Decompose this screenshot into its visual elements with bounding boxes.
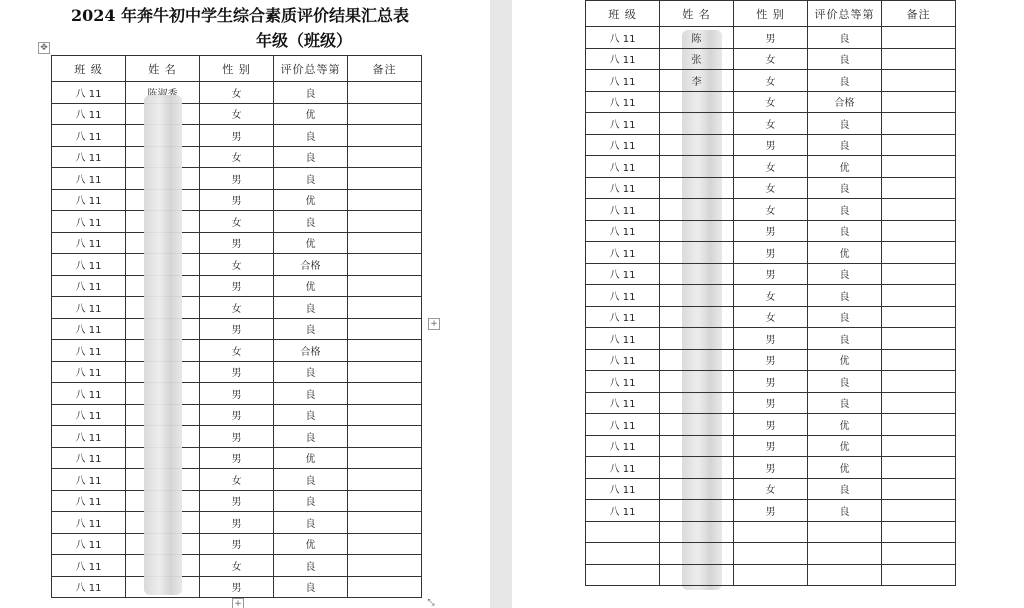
table-row — [52, 103, 422, 125]
cell-class[interactable]: 八 11 — [586, 91, 660, 113]
cell-gender[interactable] — [734, 521, 808, 543]
cell-grade[interactable]: 优 — [808, 435, 882, 457]
cell-gender[interactable]: 男 — [734, 27, 808, 49]
table-row — [52, 211, 422, 233]
cell-gender[interactable]: 女 — [734, 113, 808, 135]
cell-gender[interactable]: 女 — [200, 254, 274, 276]
cell-note[interactable] — [882, 543, 956, 565]
add-column-icon[interactable]: + — [428, 318, 440, 330]
cell-gender[interactable]: 男 — [734, 134, 808, 156]
cell-note[interactable] — [348, 533, 422, 555]
cell-note[interactable] — [882, 500, 956, 522]
cell-gender[interactable]: 男 — [734, 349, 808, 371]
cell-note[interactable] — [882, 263, 956, 285]
cell-class[interactable]: 八 11 — [52, 275, 126, 297]
cell-gender[interactable]: 男 — [734, 500, 808, 522]
cell-class[interactable]: 八 11 — [52, 447, 126, 469]
document-title: 2024 年奔牛初中学生综合素质评价结果汇总表 — [70, 6, 410, 25]
cell-grade[interactable]: 良 — [274, 146, 348, 168]
cell-note[interactable] — [882, 156, 956, 178]
cell-gender[interactable]: 男 — [734, 392, 808, 414]
cell-grade[interactable]: 良 — [808, 48, 882, 70]
cell-note[interactable] — [348, 82, 422, 104]
cell-class[interactable]: 八 11 — [52, 318, 126, 340]
cell-note[interactable] — [348, 232, 422, 254]
cell-class[interactable]: 八 11 — [586, 435, 660, 457]
cell-grade[interactable]: 良 — [274, 383, 348, 405]
cell-note[interactable] — [882, 457, 956, 479]
cell-note[interactable] — [348, 146, 422, 168]
cell-gender[interactable]: 男 — [200, 533, 274, 555]
cell-gender[interactable]: 男 — [734, 220, 808, 242]
cell-note[interactable] — [348, 469, 422, 491]
cell-gender[interactable]: 男 — [734, 328, 808, 350]
cell-note[interactable] — [882, 70, 956, 92]
cell-class[interactable]: 八 11 — [586, 414, 660, 436]
cell-gender[interactable]: 女 — [200, 211, 274, 233]
cell-note[interactable] — [348, 340, 422, 362]
cell-gender[interactable]: 女 — [734, 478, 808, 500]
cell-class[interactable]: 八 11 — [52, 82, 126, 104]
cell-grade[interactable]: 良 — [274, 318, 348, 340]
cell-name[interactable] — [660, 500, 734, 522]
cell-gender[interactable]: 男 — [200, 189, 274, 211]
cell-grade[interactable]: 良 — [808, 328, 882, 350]
column-header: 性 别 — [734, 1, 808, 27]
cell-grade[interactable]: 良 — [274, 576, 348, 598]
cell-class[interactable]: 八 11 — [586, 177, 660, 199]
cell-class[interactable]: 八 11 — [52, 576, 126, 598]
table-row — [586, 500, 956, 522]
column-header: 班 级 — [52, 56, 126, 82]
cell-grade[interactable]: 良 — [274, 297, 348, 319]
cell-note[interactable] — [882, 371, 956, 393]
table-row — [586, 285, 956, 307]
table-move-icon[interactable]: ✥ — [38, 42, 50, 54]
table-row — [586, 543, 956, 565]
cell-note[interactable] — [348, 168, 422, 190]
cell-class[interactable]: 八 11 — [52, 297, 126, 319]
table-row — [586, 457, 956, 479]
cell-class[interactable]: 八 11 — [586, 500, 660, 522]
cell-class[interactable]: 八 11 — [52, 211, 126, 233]
table-row — [586, 328, 956, 350]
table-row — [52, 383, 422, 405]
cell-gender[interactable]: 女 — [734, 199, 808, 221]
cell-name[interactable] — [660, 199, 734, 221]
table-row — [586, 392, 956, 414]
table-row — [52, 318, 422, 340]
cell-gender[interactable]: 女 — [734, 177, 808, 199]
redacted-names-mask — [144, 95, 182, 595]
table-row — [52, 404, 422, 426]
cell-gender[interactable]: 男 — [200, 125, 274, 147]
cell-grade[interactable]: 良 — [808, 392, 882, 414]
cell-name[interactable] — [660, 177, 734, 199]
cell-name[interactable] — [660, 134, 734, 156]
table-row — [586, 220, 956, 242]
cell-gender[interactable]: 男 — [200, 232, 274, 254]
cell-class[interactable]: 八 11 — [586, 285, 660, 307]
cell-gender[interactable]: 女 — [200, 297, 274, 319]
table-row — [52, 426, 422, 448]
cell-grade[interactable]: 优 — [808, 457, 882, 479]
cell-class[interactable]: 八 11 — [586, 220, 660, 242]
column-header: 性 别 — [200, 56, 274, 82]
cell-grade[interactable]: 优 — [274, 275, 348, 297]
cell-class[interactable]: 八 11 — [52, 361, 126, 383]
table-header-row — [586, 1, 956, 27]
cell-grade[interactable] — [808, 543, 882, 565]
cell-gender[interactable]: 女 — [200, 340, 274, 362]
column-header: 班 级 — [586, 1, 660, 27]
table-row — [52, 275, 422, 297]
cell-note[interactable] — [882, 349, 956, 371]
table-row — [586, 564, 956, 586]
cell-gender[interactable]: 男 — [200, 383, 274, 405]
cell-note[interactable] — [882, 199, 956, 221]
cell-class[interactable]: 八 11 — [52, 490, 126, 512]
cell-note[interactable] — [348, 426, 422, 448]
cell-class[interactable]: 八 11 — [52, 426, 126, 448]
cell-grade[interactable]: 良 — [808, 263, 882, 285]
cell-class[interactable]: 八 11 — [52, 404, 126, 426]
cell-grade[interactable]: 良 — [274, 125, 348, 147]
table-row — [586, 156, 956, 178]
cell-name[interactable] — [660, 521, 734, 543]
table-row — [52, 555, 422, 577]
cell-class[interactable]: 八 11 — [586, 134, 660, 156]
cell-grade[interactable]: 优 — [274, 103, 348, 125]
table-row — [52, 576, 422, 598]
cell-gender[interactable]: 女 — [200, 103, 274, 125]
table-row — [586, 263, 956, 285]
table-row — [52, 254, 422, 276]
cell-gender[interactable]: 女 — [734, 156, 808, 178]
cell-note[interactable] — [882, 521, 956, 543]
cell-name[interactable] — [660, 91, 734, 113]
cell-note[interactable] — [348, 490, 422, 512]
cell-class[interactable]: 八 11 — [586, 328, 660, 350]
cell-note[interactable] — [882, 91, 956, 113]
table-row — [586, 199, 956, 221]
table-row — [586, 113, 956, 135]
cell-note[interactable] — [348, 275, 422, 297]
cell-note[interactable] — [348, 297, 422, 319]
cell-class[interactable]: 八 11 — [52, 512, 126, 534]
cell-note[interactable] — [348, 125, 422, 147]
table-row — [52, 82, 422, 104]
cell-gender[interactable]: 女 — [734, 70, 808, 92]
cell-name[interactable]: 陈 — [660, 27, 734, 49]
page-gap — [490, 0, 512, 608]
cell-class[interactable]: 八 11 — [52, 340, 126, 362]
cell-gender[interactable]: 男 — [734, 242, 808, 264]
table-row — [586, 177, 956, 199]
cell-name[interactable] — [660, 156, 734, 178]
cell-note[interactable] — [348, 555, 422, 577]
cell-class[interactable]: 八 11 — [52, 254, 126, 276]
left-results-table — [51, 55, 422, 598]
cell-note[interactable] — [882, 478, 956, 500]
column-header: 备注 — [348, 56, 422, 82]
cell-name[interactable] — [660, 328, 734, 350]
cell-class[interactable]: 八 11 — [52, 103, 126, 125]
document-subtitle: 年级（班级） — [256, 31, 353, 50]
cell-grade[interactable]: 良 — [274, 490, 348, 512]
cell-note[interactable] — [882, 220, 956, 242]
cell-name[interactable] — [660, 349, 734, 371]
cell-name[interactable] — [660, 242, 734, 264]
cell-note[interactable] — [882, 392, 956, 414]
cell-gender[interactable]: 女 — [200, 469, 274, 491]
cell-gender[interactable]: 男 — [200, 404, 274, 426]
cell-class[interactable]: 八 11 — [586, 156, 660, 178]
cell-grade[interactable]: 良 — [808, 285, 882, 307]
cell-note[interactable] — [882, 435, 956, 457]
cell-gender[interactable]: 女 — [200, 146, 274, 168]
cell-note[interactable] — [882, 414, 956, 436]
cell-note[interactable] — [882, 564, 956, 586]
table-row — [586, 306, 956, 328]
cell-note[interactable] — [882, 242, 956, 264]
cell-grade[interactable]: 良 — [808, 306, 882, 328]
cell-grade[interactable]: 优 — [274, 189, 348, 211]
cell-grade[interactable]: 优 — [274, 447, 348, 469]
cell-grade[interactable]: 良 — [274, 404, 348, 426]
cell-gender[interactable]: 男 — [734, 435, 808, 457]
cell-note[interactable] — [882, 48, 956, 70]
cell-gender[interactable]: 男 — [200, 447, 274, 469]
cell-name[interactable] — [660, 478, 734, 500]
cell-grade[interactable]: 良 — [808, 70, 882, 92]
cell-class[interactable]: 八 11 — [586, 48, 660, 70]
table-row — [586, 414, 956, 436]
document-page-left — [0, 0, 490, 608]
cell-note[interactable] — [882, 113, 956, 135]
cell-class[interactable]: 八 11 — [586, 392, 660, 414]
cell-name[interactable] — [660, 392, 734, 414]
cell-class[interactable]: 八 11 — [586, 199, 660, 221]
cell-note[interactable] — [882, 134, 956, 156]
cell-name[interactable] — [660, 306, 734, 328]
cell-grade[interactable]: 良 — [274, 361, 348, 383]
cell-class[interactable]: 八 11 — [586, 27, 660, 49]
cell-grade[interactable]: 优 — [808, 349, 882, 371]
table-row — [586, 371, 956, 393]
cell-class[interactable] — [586, 564, 660, 586]
cell-name[interactable] — [660, 543, 734, 565]
cell-gender[interactable]: 男 — [200, 275, 274, 297]
cell-class[interactable]: 八 11 — [586, 349, 660, 371]
cell-gender[interactable]: 女 — [734, 306, 808, 328]
cell-gender[interactable]: 男 — [200, 168, 274, 190]
cell-class[interactable]: 八 11 — [52, 469, 126, 491]
cell-note[interactable] — [348, 404, 422, 426]
right-results-table — [585, 0, 956, 586]
cell-class[interactable]: 八 11 — [52, 383, 126, 405]
cell-name[interactable] — [660, 263, 734, 285]
cell-grade[interactable]: 合格 — [808, 91, 882, 113]
cell-class[interactable] — [586, 521, 660, 543]
cell-note[interactable] — [348, 447, 422, 469]
cell-grade[interactable]: 良 — [808, 478, 882, 500]
cell-note[interactable] — [882, 177, 956, 199]
cell-grade[interactable]: 优 — [274, 533, 348, 555]
cell-grade[interactable]: 良 — [274, 469, 348, 491]
table-row — [586, 435, 956, 457]
cell-grade[interactable]: 良 — [274, 211, 348, 233]
cell-gender[interactable]: 男 — [200, 318, 274, 340]
column-header: 姓 名 — [660, 1, 734, 27]
add-row-icon[interactable]: + — [232, 598, 244, 608]
cell-grade[interactable]: 良 — [274, 426, 348, 448]
table-row — [586, 70, 956, 92]
column-header: 姓 名 — [126, 56, 200, 82]
cell-gender[interactable]: 女 — [734, 91, 808, 113]
cell-name[interactable] — [660, 564, 734, 586]
cell-gender[interactable]: 女 — [200, 82, 274, 104]
table-row — [52, 447, 422, 469]
cell-class[interactable]: 八 11 — [586, 478, 660, 500]
cell-class[interactable]: 八 11 — [52, 232, 126, 254]
cell-name[interactable] — [660, 414, 734, 436]
cell-grade[interactable]: 良 — [808, 113, 882, 135]
cell-gender[interactable]: 男 — [200, 512, 274, 534]
cell-name[interactable] — [660, 457, 734, 479]
cell-gender[interactable]: 男 — [734, 457, 808, 479]
cell-class[interactable] — [586, 543, 660, 565]
cell-grade[interactable]: 良 — [808, 500, 882, 522]
cell-grade[interactable]: 优 — [274, 232, 348, 254]
table-row — [52, 533, 422, 555]
cell-class[interactable]: 八 11 — [586, 457, 660, 479]
cell-grade[interactable]: 优 — [808, 156, 882, 178]
table-row — [52, 340, 422, 362]
column-header: 评价总等第 — [274, 56, 348, 82]
cell-gender[interactable]: 男 — [734, 414, 808, 436]
cell-grade[interactable]: 良 — [808, 371, 882, 393]
cell-class[interactable]: 八 11 — [586, 371, 660, 393]
cell-class[interactable]: 八 11 — [586, 263, 660, 285]
table-row — [52, 125, 422, 147]
cell-name[interactable]: 张 — [660, 48, 734, 70]
cell-note[interactable] — [348, 576, 422, 598]
cell-name[interactable] — [660, 371, 734, 393]
cell-name[interactable]: 李 — [660, 70, 734, 92]
cell-gender[interactable]: 女 — [734, 285, 808, 307]
cell-grade[interactable]: 良 — [808, 199, 882, 221]
table-row — [586, 134, 956, 156]
cell-note[interactable] — [882, 306, 956, 328]
cell-grade[interactable]: 良 — [274, 82, 348, 104]
table-row — [52, 512, 422, 534]
cell-gender[interactable]: 女 — [200, 555, 274, 577]
table-row — [52, 146, 422, 168]
cell-gender[interactable]: 男 — [200, 426, 274, 448]
cell-class[interactable]: 八 11 — [52, 146, 126, 168]
cell-note[interactable] — [348, 189, 422, 211]
column-header: 备注 — [882, 1, 956, 27]
cell-gender[interactable]: 男 — [200, 490, 274, 512]
table-row — [52, 232, 422, 254]
table-row — [52, 361, 422, 383]
cell-class[interactable]: 八 11 — [52, 168, 126, 190]
table-row — [586, 349, 956, 371]
cell-note[interactable] — [882, 328, 956, 350]
cell-class[interactable]: 八 11 — [52, 533, 126, 555]
cell-gender[interactable]: 男 — [734, 263, 808, 285]
cell-grade[interactable]: 良 — [274, 555, 348, 577]
cell-note[interactable] — [348, 512, 422, 534]
cell-gender[interactable] — [734, 543, 808, 565]
cell-name[interactable] — [660, 285, 734, 307]
table-row — [52, 490, 422, 512]
cell-class[interactable]: 八 11 — [586, 113, 660, 135]
cell-name[interactable] — [660, 220, 734, 242]
cell-grade[interactable] — [808, 521, 882, 543]
table-row — [586, 48, 956, 70]
cell-class[interactable]: 八 11 — [52, 125, 126, 147]
cell-grade[interactable]: 良 — [808, 134, 882, 156]
cell-gender[interactable]: 男 — [734, 371, 808, 393]
cell-grade[interactable]: 良 — [808, 177, 882, 199]
table-row — [586, 27, 956, 49]
cell-note[interactable] — [348, 361, 422, 383]
cell-class[interactable]: 八 11 — [52, 555, 126, 577]
column-header: 评价总等第 — [808, 1, 882, 27]
cell-class[interactable]: 八 11 — [586, 70, 660, 92]
cell-grade[interactable]: 优 — [808, 242, 882, 264]
cell-note[interactable] — [348, 254, 422, 276]
table-row — [52, 168, 422, 190]
cell-note[interactable] — [348, 318, 422, 340]
cell-grade[interactable]: 良 — [808, 27, 882, 49]
cell-grade[interactable] — [808, 564, 882, 586]
cell-grade[interactable]: 良 — [808, 220, 882, 242]
table-row — [586, 91, 956, 113]
cell-name[interactable] — [660, 113, 734, 135]
cell-class[interactable]: 八 11 — [586, 242, 660, 264]
table-row — [586, 478, 956, 500]
table-row — [586, 521, 956, 543]
cell-note[interactable] — [348, 211, 422, 233]
cell-class[interactable]: 八 11 — [586, 306, 660, 328]
cell-note[interactable] — [882, 27, 956, 49]
cell-gender[interactable]: 女 — [734, 48, 808, 70]
table-row — [52, 297, 422, 319]
table-header-row — [52, 56, 422, 82]
cell-class[interactable]: 八 11 — [52, 189, 126, 211]
table-resize-icon[interactable]: ⤡ — [427, 598, 435, 608]
cell-name[interactable] — [660, 435, 734, 457]
cell-note[interactable] — [348, 103, 422, 125]
cell-grade[interactable]: 合格 — [274, 340, 348, 362]
cell-grade[interactable]: 良 — [274, 512, 348, 534]
table-row — [52, 189, 422, 211]
cell-note[interactable] — [882, 285, 956, 307]
cell-gender[interactable] — [734, 564, 808, 586]
table-row — [52, 469, 422, 491]
cell-grade[interactable]: 合格 — [274, 254, 348, 276]
cell-note[interactable] — [348, 383, 422, 405]
cell-grade[interactable]: 优 — [808, 414, 882, 436]
cell-gender[interactable]: 男 — [200, 576, 274, 598]
table-row — [586, 242, 956, 264]
cell-gender[interactable]: 男 — [200, 361, 274, 383]
cell-grade[interactable]: 良 — [274, 168, 348, 190]
